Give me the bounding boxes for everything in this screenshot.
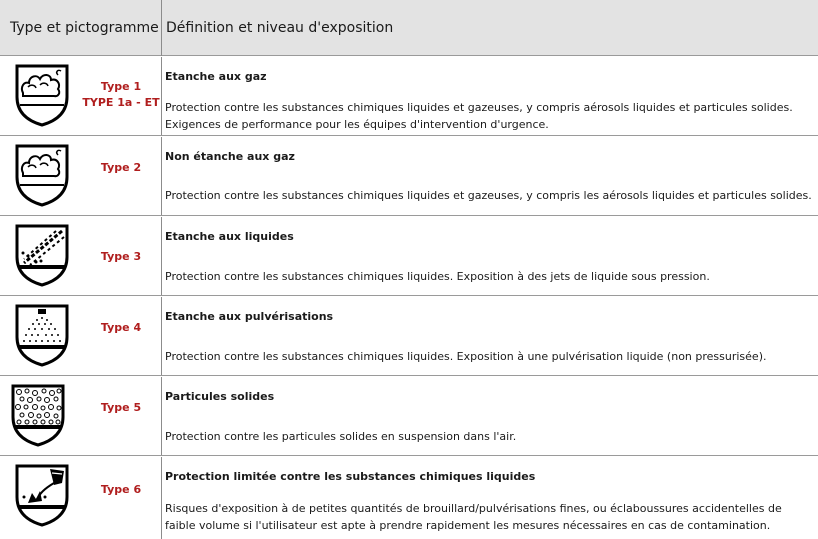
type-label: Type 4 — [100, 321, 142, 334]
definition-title: Etanche aux pulvérisations — [165, 310, 334, 323]
table-row-type-5 — [0, 377, 818, 456]
header-type-pictogram: Type et pictogramme — [0, 0, 162, 56]
table-row-type-3 — [0, 217, 818, 296]
table-row-type-4 — [0, 297, 818, 376]
liquid-jet-icon — [14, 223, 70, 287]
definition-text: Protection contre les substances chimiques liquides et gazeuses, y compris aérosols liquides et particules solides. — [165, 101, 793, 114]
type-cell — [0, 57, 162, 135]
definition-title: Etanche aux liquides — [165, 230, 294, 243]
limited-splash-icon — [14, 463, 70, 527]
table-row-type-1 — [0, 57, 818, 136]
type-sublabel: TYPE 1a - ET — [82, 96, 160, 109]
type-cell — [0, 457, 162, 539]
definition-text: Risques d'exposition à de petites quantités de brouillard/pulvérisations fines, ou éclaboussures accidentelles de — [165, 502, 782, 515]
definition-title: Non étanche aux gaz — [165, 150, 295, 163]
definition-text: Protection contre les particules solides en suspension dans l'air. — [165, 430, 517, 443]
type-cell — [0, 137, 162, 215]
definition-text: Protection contre les substances chimiques liquides et gazeuses, y compris les aérosols liquides et particules solides. — [165, 189, 812, 202]
type-cell — [0, 297, 162, 375]
type-label: Type 5 — [100, 401, 142, 414]
definition-cell — [163, 377, 818, 455]
definition-cell — [163, 137, 818, 215]
gas-cloud-icon — [14, 63, 70, 127]
definition-text: Protection contre les substances chimiques liquides. Exposition à une pulvérisation liquide (non pressurisée). — [165, 350, 767, 363]
definition-title: Protection limitée contre les substances chimiques liquides — [165, 470, 536, 483]
type-label: Type 3 — [100, 250, 142, 263]
definition-title: Particules solides — [165, 390, 275, 403]
definition-title: Etanche aux gaz — [165, 70, 267, 83]
solid-particles-icon — [10, 383, 66, 447]
definition-text-2: Exigences de performance pour les équipes d'intervention d'urgence. — [165, 118, 549, 131]
definition-cell — [163, 57, 818, 135]
table-row-type-6 — [0, 457, 818, 539]
definition-text: Protection contre les substances chimiques liquides. Exposition à des jets de liquide sous pression. — [165, 270, 710, 283]
type-cell — [0, 217, 162, 295]
type-label: Type 1 — [100, 80, 142, 93]
definition-cell — [163, 457, 818, 539]
definition-cell — [163, 297, 818, 375]
definition-cell — [163, 217, 818, 295]
definition-text-2: faible volume si l'utilisateur est apte à prendre rapidement les mesures nécessaires en cas de contamination. — [165, 519, 771, 532]
type-label: Type 2 — [100, 161, 142, 174]
type-cell — [0, 377, 162, 455]
table-row-type-2 — [0, 137, 818, 216]
gas-cloud-icon — [14, 143, 70, 207]
type-label: Type 6 — [100, 483, 142, 496]
table-header — [0, 0, 818, 56]
header-definition: Définition et niveau d'exposition — [166, 20, 394, 36]
spray-icon — [14, 303, 70, 367]
